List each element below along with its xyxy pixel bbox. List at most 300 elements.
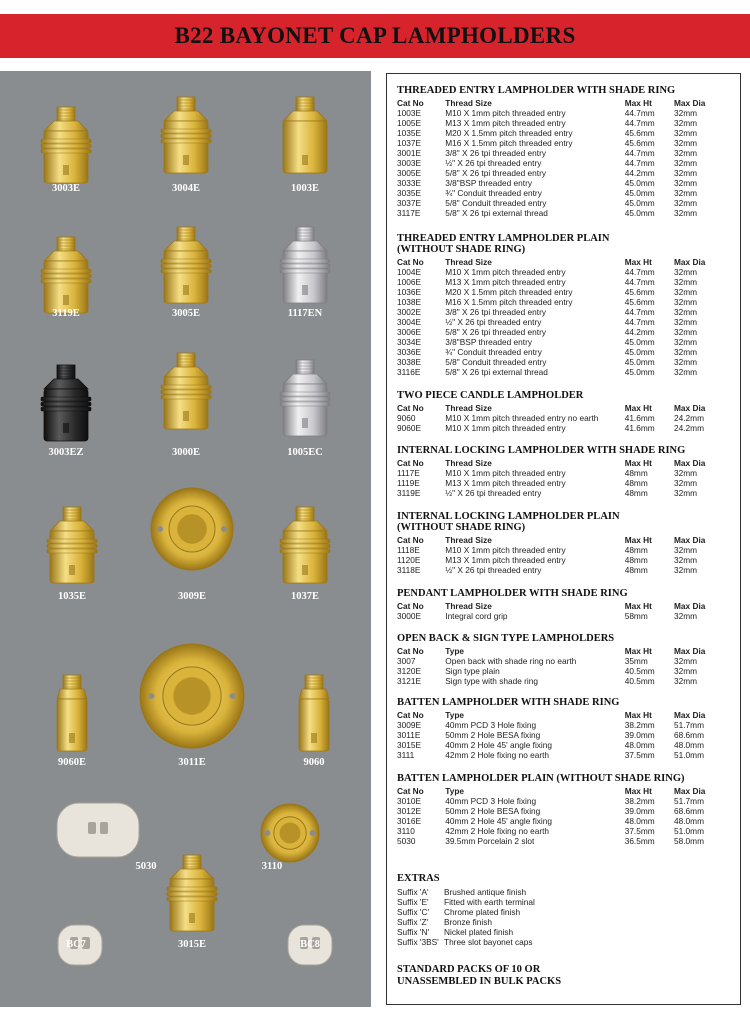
table-row [397, 836, 737, 846]
spec-table [397, 535, 737, 575]
table-cell: 3/8" X 26 tpi threaded entry [445, 307, 546, 317]
table-cell: 42mm 2 Hole fixing no earth [445, 826, 550, 836]
table-row [397, 357, 737, 367]
lampholder-image [151, 93, 221, 183]
column-header: Max Dia [674, 601, 706, 611]
product-label: BC8 [300, 939, 320, 950]
table-cell: M10 X 1mm pitch threaded entry no earth [445, 413, 599, 423]
product-label: 9060 [303, 757, 325, 768]
table-cell: Open back with shade ring no earth [445, 656, 577, 666]
section-title: THREADED ENTRY LAMPHOLDER PLAIN (WITHOUT SHADE RING) [397, 233, 610, 255]
product-label: 3005E [171, 308, 201, 319]
extras-suffix: Suffix '3BS' [397, 937, 439, 947]
table-cell: M10 X 1mm pitch threaded entry [445, 423, 566, 433]
table-cell: 37.5mm [624, 826, 655, 836]
table-cell: 32mm [674, 656, 698, 666]
table-cell: 5/8" X 26 tpi threaded entry [445, 327, 546, 337]
table-cell: 3037E [397, 198, 421, 208]
spec-table [397, 257, 737, 377]
column-header: Cat No [397, 646, 424, 656]
table-row [397, 656, 737, 666]
table-cell: Sign type with shade ring [445, 676, 538, 686]
table-cell: 3035E [397, 188, 421, 198]
table-cell: 44.2mm [624, 327, 655, 337]
table-cell: 3120E [397, 666, 421, 676]
table-cell: 3121E [397, 676, 421, 686]
table-cell: 32mm [674, 148, 698, 158]
table-cell: 35mm [624, 656, 648, 666]
table-cell: 32mm [674, 337, 698, 347]
table-row [397, 666, 737, 676]
table-cell: 41.6mm [624, 413, 655, 423]
table-cell: M10 X 1mm pitch threaded entry [445, 545, 566, 555]
spec-table [397, 601, 737, 621]
column-header: Max Dia [674, 403, 706, 413]
standard-packs-note: STANDARD PACKS OF 10 OR UNASSEMBLED IN BULK PACKS [397, 964, 562, 987]
lampholder-image [53, 799, 143, 861]
spec-section [397, 390, 737, 433]
section-title: THREADED ENTRY LAMPHOLDER WITH SHADE RING [397, 85, 676, 96]
table-cell: 48.0mm [674, 816, 704, 826]
spec-table [397, 403, 737, 433]
table-cell: 3007 [397, 656, 416, 666]
section-title: PENDANT LAMPHOLDER WITH SHADE RING [397, 588, 628, 599]
column-header: Cat No [397, 786, 424, 796]
table-row [397, 367, 737, 377]
table-header-row [397, 535, 737, 545]
table-row [397, 168, 737, 178]
table-cell: 3010E [397, 796, 421, 806]
table-row [397, 118, 737, 128]
extras-description: Nickel plated finish [444, 927, 514, 937]
table-cell: 3111 [397, 750, 415, 760]
table-row [397, 158, 737, 168]
table-cell: 48mm [624, 545, 648, 555]
table-cell: 32mm [674, 488, 698, 498]
product-label: 1037E [290, 591, 320, 602]
extras-title: EXTRAS [397, 873, 440, 884]
spec-section [397, 233, 737, 377]
table-cell: 32mm [674, 327, 698, 337]
table-cell: M10 X 1mm pitch threaded entry [445, 267, 566, 277]
lampholder-image [130, 639, 254, 753]
extras-description: Brushed antique finish [444, 887, 527, 897]
table-cell: 48mm [624, 468, 648, 478]
table-cell: 3038E [397, 357, 421, 367]
table-cell: 45.6mm [624, 297, 655, 307]
table-row [397, 188, 737, 198]
table-cell: 3009E [397, 720, 421, 730]
table-cell: 44.7mm [624, 118, 655, 128]
table-cell: 51.7mm [674, 720, 704, 730]
table-cell: 32mm [674, 208, 698, 218]
column-header: Max Ht [624, 257, 652, 267]
table-cell: 1005E [397, 118, 421, 128]
column-header: Max Dia [674, 786, 706, 796]
table-cell: M16 X 1.5mm pitch threaded entry [445, 297, 573, 307]
table-cell: 32mm [674, 317, 698, 327]
table-cell: 1037E [397, 138, 421, 148]
table-header-row [397, 601, 737, 611]
column-header: Max Ht [624, 535, 652, 545]
table-cell: 3011E [397, 730, 421, 740]
table-row [397, 826, 737, 836]
product-label: 1035E [57, 591, 87, 602]
column-header: Type [445, 786, 465, 796]
table-cell: 3015E [397, 740, 421, 750]
table-row [397, 267, 737, 277]
table-cell: 32mm [674, 565, 698, 575]
table-row [397, 740, 737, 750]
lampholder-image [270, 223, 340, 313]
product-label: 3003E [51, 183, 81, 194]
table-cell: 32mm [674, 108, 698, 118]
column-header: Cat No [397, 710, 424, 720]
table-header-row [397, 98, 737, 108]
table-cell: 39.0mm [624, 806, 655, 816]
table-cell: 45.0mm [624, 198, 655, 208]
table-cell: 32mm [674, 287, 698, 297]
table-cell: M13 X 1mm pitch threaded entry [445, 478, 566, 488]
table-cell: 3006E [397, 327, 421, 337]
table-cell: 48.0mm [674, 740, 704, 750]
table-cell: 32mm [674, 198, 698, 208]
extras-suffix: Suffix 'A' [397, 887, 429, 897]
table-cell: 50mm 2 Hole BESA fixing [445, 806, 541, 816]
table-cell: 1006E [397, 277, 421, 287]
lampholder-image [279, 671, 349, 761]
table-cell: 3033E [397, 178, 421, 188]
table-cell: ¾" Conduit threaded entry [445, 347, 542, 357]
column-header: Thread Size [445, 403, 492, 413]
table-header-row [397, 458, 737, 468]
table-row [397, 565, 737, 575]
table-cell: ¾" Conduit threaded entry [445, 188, 542, 198]
extras-suffix: Suffix 'E' [397, 897, 429, 907]
table-cell: M16 X 1.5mm pitch threaded entry [445, 138, 573, 148]
lampholder-image [151, 223, 221, 313]
product-label: 3003EZ [48, 447, 84, 458]
column-header: Cat No [397, 98, 424, 108]
lampholder-image [251, 799, 329, 867]
extras-item [397, 897, 737, 907]
table-row [397, 287, 737, 297]
lampholder-image [157, 851, 227, 941]
table-row [397, 545, 737, 555]
table-cell: 32mm [674, 367, 698, 377]
page-banner [0, 14, 750, 58]
table-cell: 1119E [397, 478, 420, 488]
table-cell: 45.0mm [624, 337, 655, 347]
table-cell: 32mm [674, 138, 698, 148]
table-cell: Integral cord grip [445, 611, 508, 621]
extras-description: Bronze finish [444, 917, 492, 927]
table-cell: 44.7mm [624, 267, 655, 277]
table-cell: 24.2mm [674, 413, 704, 423]
table-cell: 3/8"BSP threaded entry [445, 337, 533, 347]
page-title: B22 BAYONET CAP LAMPHOLDERS [174, 23, 576, 48]
table-cell: 5/8" X 26 tpi external thread [445, 367, 548, 377]
extras-suffix: Suffix 'N' [397, 927, 430, 937]
table-cell: M10 X 1mm pitch threaded entry [445, 468, 566, 478]
table-cell: 1118E [397, 545, 420, 555]
product-photo-panel [0, 71, 371, 1007]
table-cell: ½" X 26 tpi threaded entry [445, 317, 542, 327]
table-cell: 5/8" X 26 tpi threaded entry [445, 168, 546, 178]
table-cell: 51.7mm [674, 796, 704, 806]
table-cell: 45.0mm [624, 347, 655, 357]
table-cell: 36.5mm [624, 836, 655, 846]
column-header: Max Ht [624, 710, 652, 720]
column-header: Max Dia [674, 535, 706, 545]
spec-section [397, 773, 737, 846]
table-cell: M13 X 1mm pitch threaded entry [445, 277, 566, 287]
column-header: Max Dia [674, 710, 706, 720]
extras-suffix: Suffix 'Z' [397, 917, 429, 927]
lampholder-image [151, 349, 221, 439]
table-row [397, 347, 737, 357]
column-header: Max Ht [624, 458, 652, 468]
table-cell: 32mm [674, 347, 698, 357]
table-cell: 37.5mm [624, 750, 655, 760]
table-cell: 9060 [397, 413, 416, 423]
spec-section [397, 697, 737, 760]
table-cell: 42mm 2 Hole fixing no earth [445, 750, 550, 760]
table-row [397, 277, 737, 287]
table-cell: 32mm [674, 666, 698, 676]
table-cell: 45.0mm [624, 178, 655, 188]
table-cell: 51.0mm [674, 750, 704, 760]
table-header-row [397, 646, 737, 656]
table-cell: ½" X 26 tpi threaded entry [445, 488, 542, 498]
table-cell: 45.0mm [624, 208, 655, 218]
table-cell: 44.7mm [624, 317, 655, 327]
product-label: 1117EN [287, 308, 323, 319]
table-cell: M20 X 1.5mm pitch threaded entry [445, 128, 573, 138]
table-row [397, 478, 737, 488]
table-cell: 51.0mm [674, 826, 704, 836]
column-header: Max Ht [624, 786, 652, 796]
table-cell: 45.0mm [624, 367, 655, 377]
table-cell: 32mm [674, 118, 698, 128]
spec-section [397, 511, 737, 575]
table-cell: 1035E [397, 128, 421, 138]
table-cell: 3005E [397, 168, 421, 178]
table-cell: 48.0mm [624, 740, 655, 750]
table-cell: 1120E [397, 555, 421, 565]
extras-item [397, 937, 737, 947]
table-cell: 32mm [674, 545, 698, 555]
table-row [397, 327, 737, 337]
table-cell: 24.2mm [674, 423, 704, 433]
table-cell: 3004E [397, 317, 421, 327]
table-cell: 3001E [397, 148, 421, 158]
table-row [397, 297, 737, 307]
table-cell: 32mm [674, 468, 698, 478]
product-label: 3015E [177, 939, 207, 950]
table-cell: 45.6mm [624, 128, 655, 138]
table-cell: 40mm 2 Hole 45' angle fixing [445, 816, 553, 826]
table-cell: 3110 [397, 826, 415, 836]
table-cell: 32mm [674, 297, 698, 307]
table-cell: 9060E [397, 423, 421, 433]
table-cell: 45.6mm [624, 138, 655, 148]
table-row [397, 468, 737, 478]
table-cell: 3016E [397, 816, 421, 826]
column-header: Max Dia [674, 98, 706, 108]
table-row [397, 138, 737, 148]
table-row [397, 796, 737, 806]
table-cell: 3002E [397, 307, 421, 317]
table-cell: 38.2mm [624, 720, 655, 730]
table-header-row [397, 786, 737, 796]
table-cell: 68.6mm [674, 806, 704, 816]
table-cell: 3034E [397, 337, 421, 347]
spec-table [397, 646, 737, 686]
table-cell: 50mm 2 Hole BESA fixing [445, 730, 541, 740]
table-cell: 45.6mm [624, 287, 655, 297]
table-cell: 1036E [397, 287, 421, 297]
table-cell: 48mm [624, 478, 648, 488]
table-cell: 32mm [674, 611, 698, 621]
table-cell: 3036E [397, 347, 421, 357]
table-row [397, 555, 737, 565]
product-label: 9060E [57, 757, 87, 768]
column-header: Max Dia [674, 458, 706, 468]
column-header: Max Dia [674, 646, 706, 656]
table-cell: 44.7mm [624, 108, 655, 118]
extras-description: Fitted with earth terminal [444, 897, 535, 907]
table-cell: 3/8"BSP threaded entry [445, 178, 533, 188]
table-row [397, 806, 737, 816]
extras-suffix: Suffix 'C' [397, 907, 430, 917]
product-label: 5030 [135, 861, 157, 872]
table-cell: 1117E [397, 468, 420, 478]
table-row [397, 148, 737, 158]
extras-item [397, 887, 737, 897]
extras-section [397, 873, 737, 947]
table-cell: 40.5mm [624, 666, 655, 676]
section-title: BATTEN LAMPHOLDER WITH SHADE RING [397, 697, 620, 708]
lampholder-image [31, 361, 101, 451]
section-title: INTERNAL LOCKING LAMPHOLDER PLAIN (WITHOUT SHADE RING) [397, 511, 620, 533]
table-row [397, 730, 737, 740]
column-header: Cat No [397, 403, 424, 413]
spec-table [397, 710, 737, 760]
table-row [397, 488, 737, 498]
table-cell: 3012E [397, 806, 421, 816]
table-header-row [397, 257, 737, 267]
product-label: 3000E [171, 447, 201, 458]
product-label: 3011E [178, 757, 206, 768]
lampholder-image [270, 503, 340, 593]
table-cell: 32mm [674, 277, 698, 287]
table-cell: 3118E [397, 565, 421, 575]
table-cell: 68.6mm [674, 730, 704, 740]
table-cell: ½" X 26 tpi threaded entry [445, 158, 542, 168]
section-title: TWO PIECE CANDLE LAMPHOLDER [397, 390, 584, 401]
table-cell: 44.7mm [624, 158, 655, 168]
extras-item [397, 917, 737, 927]
spec-section [397, 445, 737, 498]
table-row [397, 413, 737, 423]
table-cell: 32mm [674, 478, 698, 488]
column-header: Max Ht [624, 646, 652, 656]
table-cell: M13 X 1mm pitch threaded entry [445, 555, 566, 565]
table-cell: 32mm [674, 555, 698, 565]
spec-table [397, 786, 737, 846]
table-cell: 44.7mm [624, 307, 655, 317]
table-cell: 39.5mm Porcelain 2 slot [445, 836, 535, 846]
column-header: Type [445, 710, 465, 720]
table-cell: 58.0mm [674, 836, 704, 846]
table-cell: 44.7mm [624, 277, 655, 287]
table-cell: 48mm [624, 565, 648, 575]
table-cell: 3003E [397, 158, 421, 168]
table-row [397, 178, 737, 188]
table-cell: 39.0mm [624, 730, 655, 740]
spec-table-box [386, 73, 741, 1005]
column-header: Max Ht [624, 601, 652, 611]
table-cell: 3116E [397, 367, 421, 377]
table-cell: 32mm [674, 168, 698, 178]
table-cell: 48.0mm [624, 816, 655, 826]
column-header: Thread Size [445, 257, 492, 267]
column-header: Thread Size [445, 535, 492, 545]
section-title: INTERNAL LOCKING LAMPHOLDER WITH SHADE RING [397, 445, 686, 456]
table-cell: 38.2mm [624, 796, 655, 806]
table-row [397, 611, 737, 621]
column-header: Max Dia [674, 257, 706, 267]
table-cell: 48mm [624, 555, 648, 565]
table-cell: 32mm [674, 188, 698, 198]
table-row [397, 198, 737, 208]
spec-section [397, 85, 737, 218]
column-header: Cat No [397, 458, 424, 468]
table-row [397, 423, 737, 433]
lampholder-image [141, 483, 243, 575]
product-label: 3110 [261, 861, 283, 872]
table-cell: 3119E [397, 488, 421, 498]
table-row [397, 128, 737, 138]
spec-section [397, 633, 737, 686]
table-cell: 3/8" X 26 tpi threaded entry [445, 148, 546, 158]
table-row [397, 108, 737, 118]
table-row [397, 307, 737, 317]
table-cell: 40mm PCD 3 Hole fixing [445, 720, 537, 730]
table-header-row [397, 403, 737, 413]
table-cell: M20 X 1.5mm pitch threaded entry [445, 287, 573, 297]
table-cell: 44.2mm [624, 168, 655, 178]
spec-table [397, 98, 737, 218]
table-cell: 40.5mm [624, 676, 655, 686]
spec-section [397, 588, 737, 621]
table-row [397, 750, 737, 760]
table-cell: 32mm [674, 307, 698, 317]
table-cell: 32mm [674, 178, 698, 188]
lampholder-image [270, 93, 340, 183]
table-cell: 32mm [674, 158, 698, 168]
table-cell: 1003E [397, 108, 421, 118]
table-cell: 3117E [397, 208, 421, 218]
table-cell: 1004E [397, 267, 421, 277]
lampholder-image [31, 103, 101, 193]
table-cell: 5/8" Conduit threaded entry [445, 357, 547, 367]
section-title: OPEN BACK & SIGN TYPE LAMPHOLDERS [397, 633, 615, 644]
table-cell: 5/8" Conduit threaded entry [445, 198, 547, 208]
table-cell: 32mm [674, 128, 698, 138]
table-cell: 32mm [674, 676, 698, 686]
